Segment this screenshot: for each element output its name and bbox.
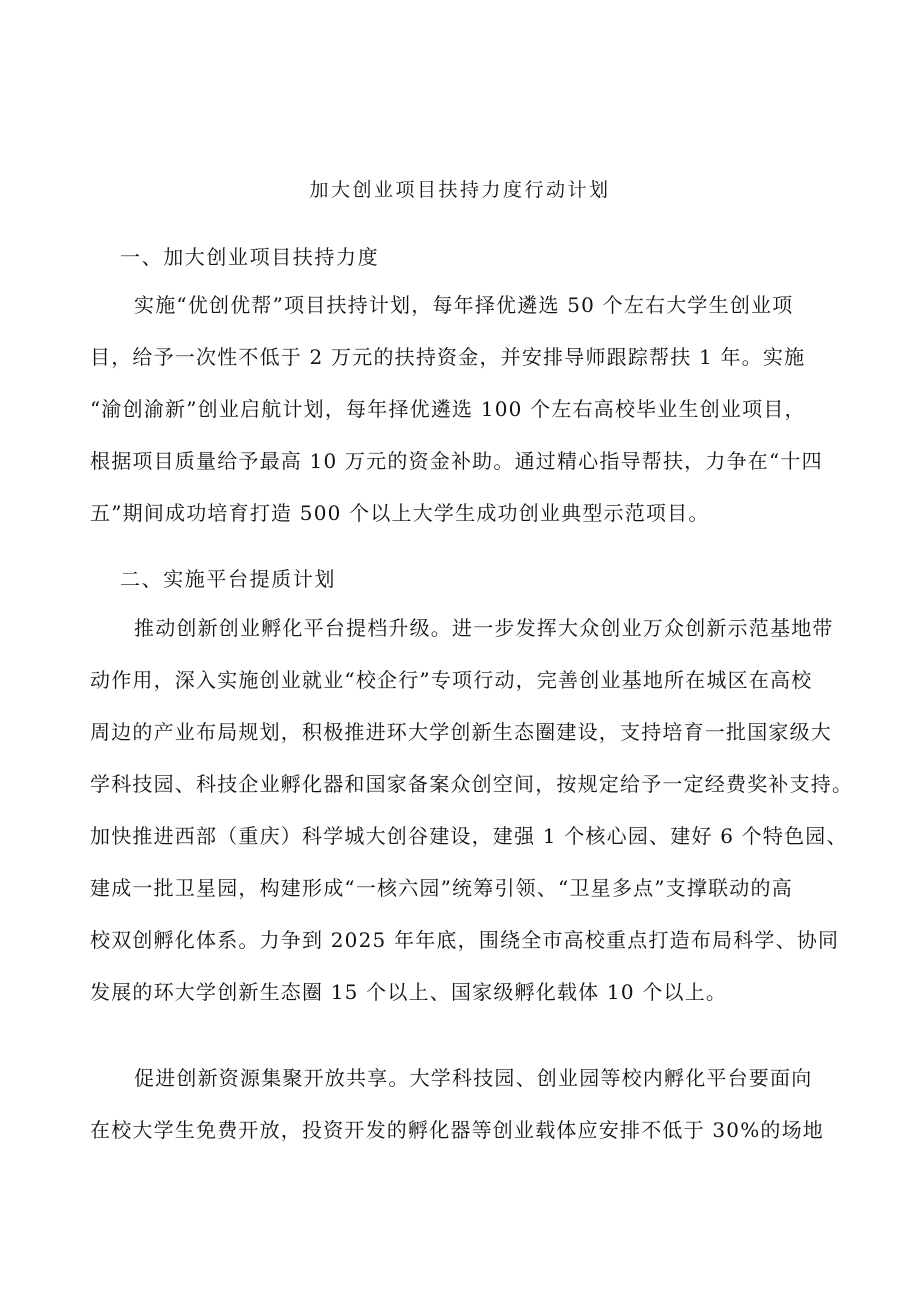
paragraph-line: 五”期间成功培育打造 500 个以上大学生成功创业典型示范项目。 [90, 501, 710, 525]
paragraph-line: 动作用，深入实施创业就业“校企行”专项行动，完善创业基地所在城区在高校 [90, 668, 813, 692]
paragraph-line: 学科技园、科技企业孵化器和国家备案众创空间，按规定给予一定经费奖补支持。 [90, 772, 854, 796]
paragraph-line: 校双创孵化体系。力争到 2025 年年底，围绕全市高校重点打造布局科学、协同 [90, 928, 840, 952]
paragraph-line: 发展的环大学创新生态圈 15 个以上、国家级孵化载体 10 个以上。 [90, 980, 728, 1004]
paragraph-line: “渝创渝新”创业启航计划，每年择优遴选 100 个左右高校毕业生创业项目， [90, 397, 806, 421]
section-heading-1: 一、加大创业项目扶持力度 [120, 245, 380, 269]
section-heading-2: 二、实施平台提质计划 [120, 567, 336, 591]
paragraph-line: 实施“优创优帮”项目扶持计划，每年择优遴选 50 个左右大学生创业项 [134, 293, 794, 317]
paragraph-line: 根据项目质量给予最高 10 万元的资金补助。通过精心指导帮扶，力争在“十四 [90, 449, 823, 473]
paragraph-line: 加快推进西部（重庆）科学城大创谷建设，建强 1 个核心园、建好 6 个特色园、 [90, 824, 848, 848]
paragraph-line: 推动创新创业孵化平台提档升级。进一步发挥大众创业万众创新示范基地带 [134, 616, 834, 640]
paragraph-line: 在校大学生免费开放，投资开发的孵化器等创业载体应安排不低于 30%的场地 [90, 1118, 825, 1142]
document-title: 加大创业项目扶持力度行动计划 [309, 179, 611, 201]
paragraph-line: 建成一批卫星园，构建形成“一核六园”统筹引领、“卫星多点”支撑联动的高 [90, 876, 793, 900]
paragraph-line: 促进创新资源集聚开放共享。大学科技园、创业园等校内孵化平台要面向 [134, 1066, 813, 1090]
paragraph-line: 周边的产业布局规划，积极推进环大学创新生态圈建设，支持培育一批国家级大 [90, 720, 832, 744]
paragraph-line: 目，给予一次性不低于 2 万元的扶持资金，并安排导师跟踪帮扶 1 年。实施 [90, 345, 806, 369]
